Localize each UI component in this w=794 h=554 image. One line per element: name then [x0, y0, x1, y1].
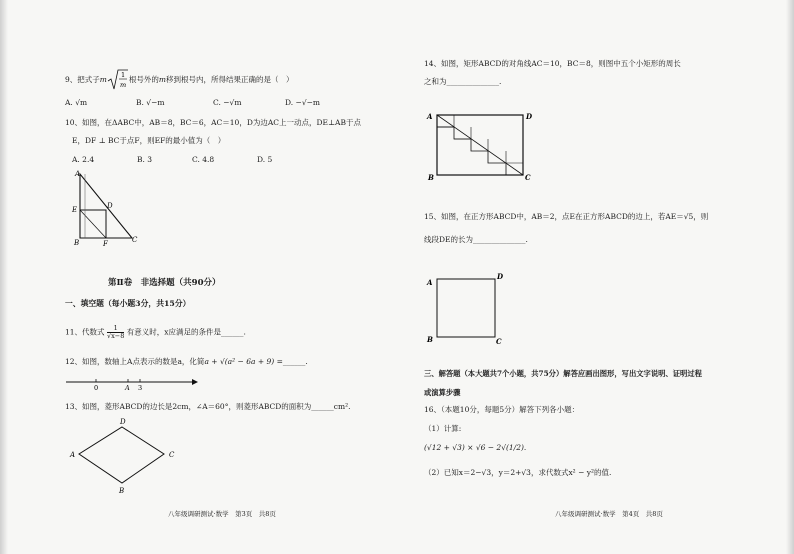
q13-rhombus-figure [68, 414, 188, 496]
q10-label-b: B [74, 239, 80, 247]
q15-label-d: D [497, 272, 504, 281]
q10-label-e: E [72, 206, 78, 214]
q9-opt-d-val: −√−m [295, 98, 320, 107]
q10-option-b: B. 3 [137, 155, 153, 164]
scan-edge-left [0, 0, 8, 554]
q10-line1: 10、如图，在ΔABC中，AB＝8，BC＝6，AC＝10，D为边AC上一动点，DE⊥AB于点 [65, 118, 361, 127]
q16-part1-expr: (√12 + √3) × √6 − 2√(1/2). [424, 443, 527, 452]
q16-part1-label: （1）计算: [424, 424, 462, 433]
q13-label-a: A [70, 451, 76, 459]
q10-option-d: D. 5 [257, 155, 273, 164]
q11-pre: 11、代数式 [65, 327, 105, 337]
q9-frac-den: m [119, 81, 127, 89]
q11-post: 有意义时，x应满足的条件是______. [126, 327, 246, 337]
q15-square-figure [425, 268, 511, 346]
q9-radical [107, 68, 129, 92]
q12-expr: a + √(a² − 6a + 9) = [204, 357, 283, 366]
q13-label-c: C [169, 451, 175, 459]
section-2-title: 第Ⅱ卷 非选择题（共90分） [108, 278, 221, 288]
q9-option-d: D. −√−m [285, 98, 320, 107]
q12-tick-3: 3 [138, 384, 143, 392]
q9-stem-pre: 9、把式子 [65, 75, 100, 84]
q15-label-c: C [496, 337, 502, 346]
q10-label-d: D [107, 202, 113, 210]
q10-label-a: A [75, 170, 81, 178]
q9-option-b: B. √−m [136, 98, 165, 107]
q14-label-b: B [428, 173, 434, 182]
q9-option-c: C. −√m [213, 98, 242, 107]
right-page-footer: 八年级调研测试·数学 第4页 共8页 [555, 510, 663, 518]
q9-opt-a-val: √m [75, 98, 88, 107]
q16-head: 16、（本题10分，每题5分）解答下列各小题： [424, 405, 580, 414]
q10-option-a: A. 2.4 [72, 155, 95, 164]
q12-pre: 12、如图，数轴上A点表示的数是a，化简 [65, 357, 205, 366]
q9-stem [65, 68, 294, 92]
q14-label-d: D [526, 112, 533, 121]
q10-triangle-figure [66, 166, 146, 248]
q12 [65, 358, 308, 367]
part-3-title-line1: 三、解答题（本大题共7个小题，共75分）解答应画出图形，写出文字说明、证明过程 [424, 369, 702, 378]
q16-part2: （2）已知x＝2−√3，y＝2+√3，求代数式x² − y²的值. [424, 468, 612, 477]
part-1-title: 一、填空题（每小题3分，共15分） [65, 299, 191, 308]
q12-tick-0: 0 [94, 384, 99, 392]
q15-line2: 线段DE的长为______________. [424, 235, 528, 244]
part-3-title-line2: 或演算步骤 [424, 388, 461, 397]
q15-label-b: B [427, 335, 433, 344]
q9-stem-m: m [99, 75, 107, 84]
q10-option-c: C. 4.8 [192, 155, 215, 164]
q9-stem-post2: 移到根号内，所得结果正确的是（ ） [166, 75, 294, 84]
q9-stem-post: 根号外的 [128, 75, 159, 84]
q14-label-c: C [525, 173, 531, 182]
q10-label-f: F [103, 240, 108, 248]
q9-opt-b-val: √−m [146, 98, 165, 107]
q11 [65, 325, 246, 340]
q14-rectangle-figure [424, 107, 536, 185]
q9-frac-num: 1 [120, 71, 126, 79]
q13-label-b: B [119, 487, 125, 495]
q9-stem-post-m: m [158, 75, 167, 84]
q15-line1: 15、如图，在正方形ABCD中，AB＝2，点E在正方形ABCD的边上，若AE＝√5，则 [424, 212, 709, 221]
q10-line2: E，DF ⊥ BC于点F，则EF的最小值为（ ） [72, 136, 226, 145]
q10-label-c: C [132, 236, 138, 244]
q14-line2: 之和为______________. [424, 77, 502, 86]
q11-fraction: $\frac{1}{√x-8}$ [106, 324, 125, 341]
q12-post: ______. [282, 357, 308, 366]
q12-number-line [64, 374, 200, 394]
q13-label-d: D [120, 418, 126, 426]
q14-line1: 14、如图，矩形ABCD的对角线AC＝10，BC＝8，则图中五个小矩形的周长 [424, 59, 681, 68]
q12-tick-a: A [125, 384, 130, 392]
q9-option-a: A. √m [65, 98, 88, 107]
q9-opt-c-val: −√m [223, 98, 242, 107]
q15-label-a: A [427, 278, 433, 287]
q13-text: 13、如图，菱形ABCD的边长是2cm，∠A＝60°，则菱形ABCD的面积为______cm². [65, 402, 351, 411]
scan-edge-right [786, 0, 794, 554]
q14-label-a: A [427, 112, 433, 121]
left-page-footer: 八年级调研测试·数学 第3页 共8页 [168, 510, 276, 518]
